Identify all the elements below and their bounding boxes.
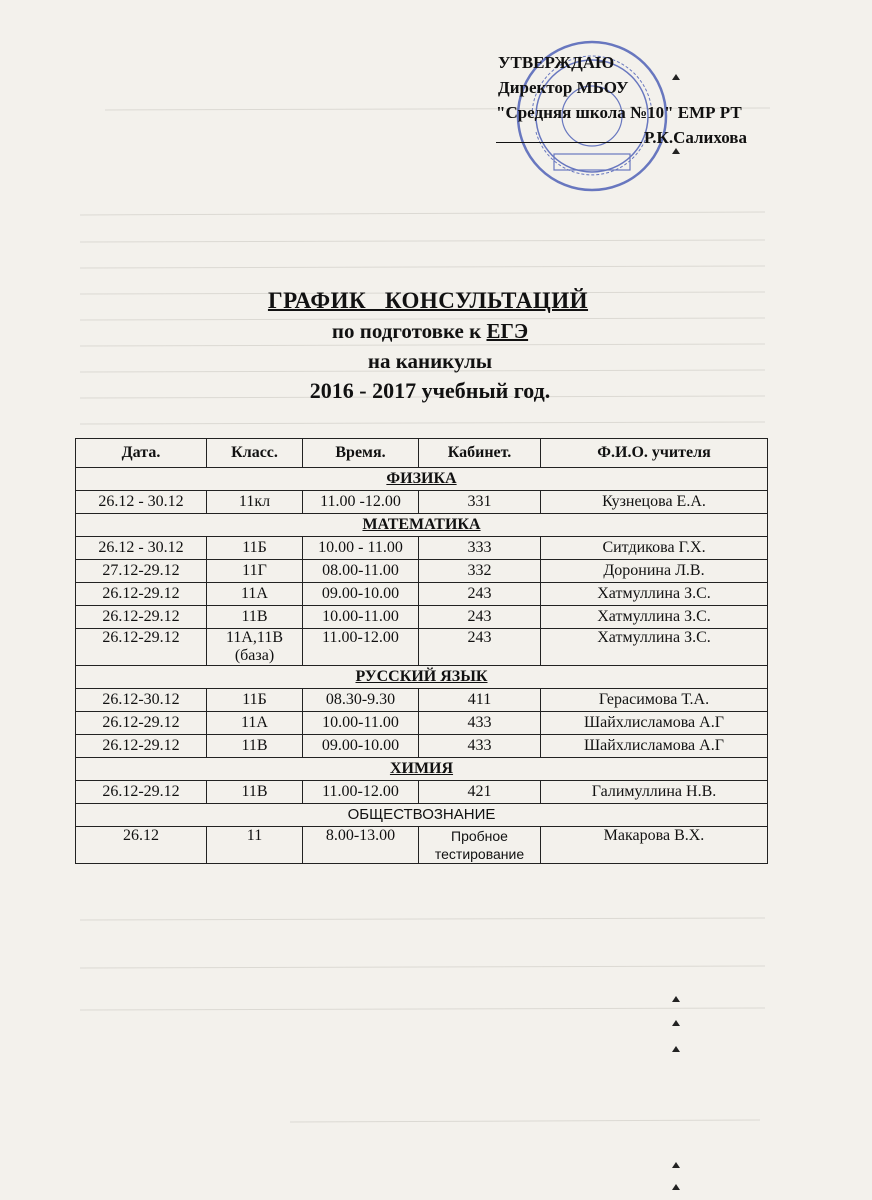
cell-date: 26.12-30.12	[76, 689, 207, 712]
cell-date: 26.12-29.12	[76, 606, 207, 629]
cell-teacher: Галимуллина Н.В.	[541, 781, 768, 804]
table-row	[76, 491, 768, 514]
cell-date: 26.12 - 30.12	[76, 537, 207, 560]
cell-class: 11Г	[207, 560, 303, 583]
cell-teacher: Доронина Л.В.	[541, 560, 768, 583]
cell-teacher: Хатмуллина З.С.	[541, 606, 768, 629]
cell-class: 11Б	[207, 689, 303, 712]
signature-underline	[496, 128, 642, 143]
header-class: Класс.	[207, 439, 303, 468]
cell-class: 11А	[207, 583, 303, 606]
cell-room: Пробное тестирование	[419, 827, 541, 864]
title-prefix: по подготовке к	[331, 319, 487, 343]
cell-room: 243	[419, 583, 541, 606]
cell-room: 243	[419, 629, 541, 666]
cell-date: 26.12-29.12	[76, 712, 207, 735]
table-row	[76, 689, 768, 712]
section-mathematics	[76, 514, 768, 537]
section-physics	[76, 468, 768, 491]
table-row	[76, 735, 768, 758]
cell-date: 26.12-29.12	[76, 629, 207, 666]
section-title: ОБЩЕСТВОЗНАНИЕ	[76, 804, 768, 827]
section-chemistry	[76, 758, 768, 781]
cell-time: 8.00-13.00	[303, 827, 419, 864]
table-row	[76, 629, 768, 666]
cell-teacher: Хатмуллина З.С.	[541, 583, 768, 606]
cell-teacher: Шайхлисламова А.Г	[541, 735, 768, 758]
cell-time: 09.00-10.00	[303, 735, 419, 758]
cell-class: 11	[207, 827, 303, 864]
table-row	[76, 781, 768, 804]
table-row	[76, 537, 768, 560]
cell-teacher: Макарова В.Х.	[541, 827, 768, 864]
cell-room: 333	[419, 537, 541, 560]
cell-class: 11Б	[207, 537, 303, 560]
header-date: Дата.	[76, 439, 207, 468]
table-header-row	[76, 439, 768, 468]
cell-room: 243	[419, 606, 541, 629]
title-year: 2016 - 2017 учебный год.	[309, 378, 551, 403]
cell-teacher: Хатмуллина З.С.	[541, 629, 768, 666]
table-row	[76, 712, 768, 735]
cell-time: 09.00-10.00	[303, 583, 419, 606]
approval-signature-line	[496, 125, 836, 150]
section-title: ХИМИЯ	[76, 758, 768, 781]
cell-room: 331	[419, 491, 541, 514]
cell-teacher: Ситдикова Г.Х.	[541, 537, 768, 560]
cell-class: 11В	[207, 606, 303, 629]
title-schedule: ГРАФИК КОНСУЛЬТАЦИЙ	[267, 288, 589, 313]
cell-date: 26.12-29.12	[76, 735, 207, 758]
cell-time: 11.00-12.00	[303, 781, 419, 804]
cell-date: 26.12-29.12	[76, 583, 207, 606]
cell-teacher: Герасимова Т.А.	[541, 689, 768, 712]
approval-school: "Средняя школа №10" ЕМР РТ	[496, 103, 742, 122]
cell-time: 10.00-11.00	[303, 712, 419, 735]
cell-teacher: Кузнецова Е.А.	[541, 491, 768, 514]
cell-date: 26.12	[76, 827, 207, 864]
cell-class: 11кл	[207, 491, 303, 514]
cell-room: 411	[419, 689, 541, 712]
consultation-table	[75, 438, 768, 864]
title-exam: ЕГЭ	[486, 319, 529, 343]
cell-room: 433	[419, 712, 541, 735]
section-title: ФИЗИКА	[76, 468, 768, 491]
table-row	[76, 583, 768, 606]
document-title	[190, 288, 670, 404]
cell-time: 08.00-11.00	[303, 560, 419, 583]
section-title: МАТЕМАТИКА	[76, 514, 768, 537]
cell-date: 26.12 - 30.12	[76, 491, 207, 514]
cell-room: 421	[419, 781, 541, 804]
cell-class: 11А,11В (база)	[207, 629, 303, 666]
table-row	[76, 827, 768, 864]
cell-room: 332	[419, 560, 541, 583]
section-title: РУССКИЙ ЯЗЫК	[76, 666, 768, 689]
approval-title: УТВЕРЖДАЮ	[498, 53, 615, 72]
cell-room: 433	[419, 735, 541, 758]
section-social-studies	[76, 804, 768, 827]
cell-class: 11А	[207, 712, 303, 735]
cell-time: 11.00 -12.00	[303, 491, 419, 514]
cell-date: 26.12-29.12	[76, 781, 207, 804]
cell-time: 10.00-11.00	[303, 606, 419, 629]
cell-class: 11В	[207, 735, 303, 758]
approval-position: Директор МБОУ	[498, 78, 629, 97]
header-teacher: Ф.И.О. учителя	[541, 439, 768, 468]
section-russian	[76, 666, 768, 689]
table-row	[76, 606, 768, 629]
cell-time: 11.00-12.00	[303, 629, 419, 666]
cell-date: 27.12-29.12	[76, 560, 207, 583]
cell-teacher: Шайхлисламова А.Г	[541, 712, 768, 735]
cell-time: 10.00 - 11.00	[303, 537, 419, 560]
title-subject	[190, 319, 670, 344]
approval-block	[496, 50, 836, 150]
header-time: Время.	[303, 439, 419, 468]
title-holidays: на каникулы	[367, 349, 493, 373]
table-row	[76, 560, 768, 583]
cell-class: 11В	[207, 781, 303, 804]
cell-time: 08.30-9.30	[303, 689, 419, 712]
header-room: Кабинет.	[419, 439, 541, 468]
approval-signer: Р.К.Салихова	[644, 128, 747, 147]
